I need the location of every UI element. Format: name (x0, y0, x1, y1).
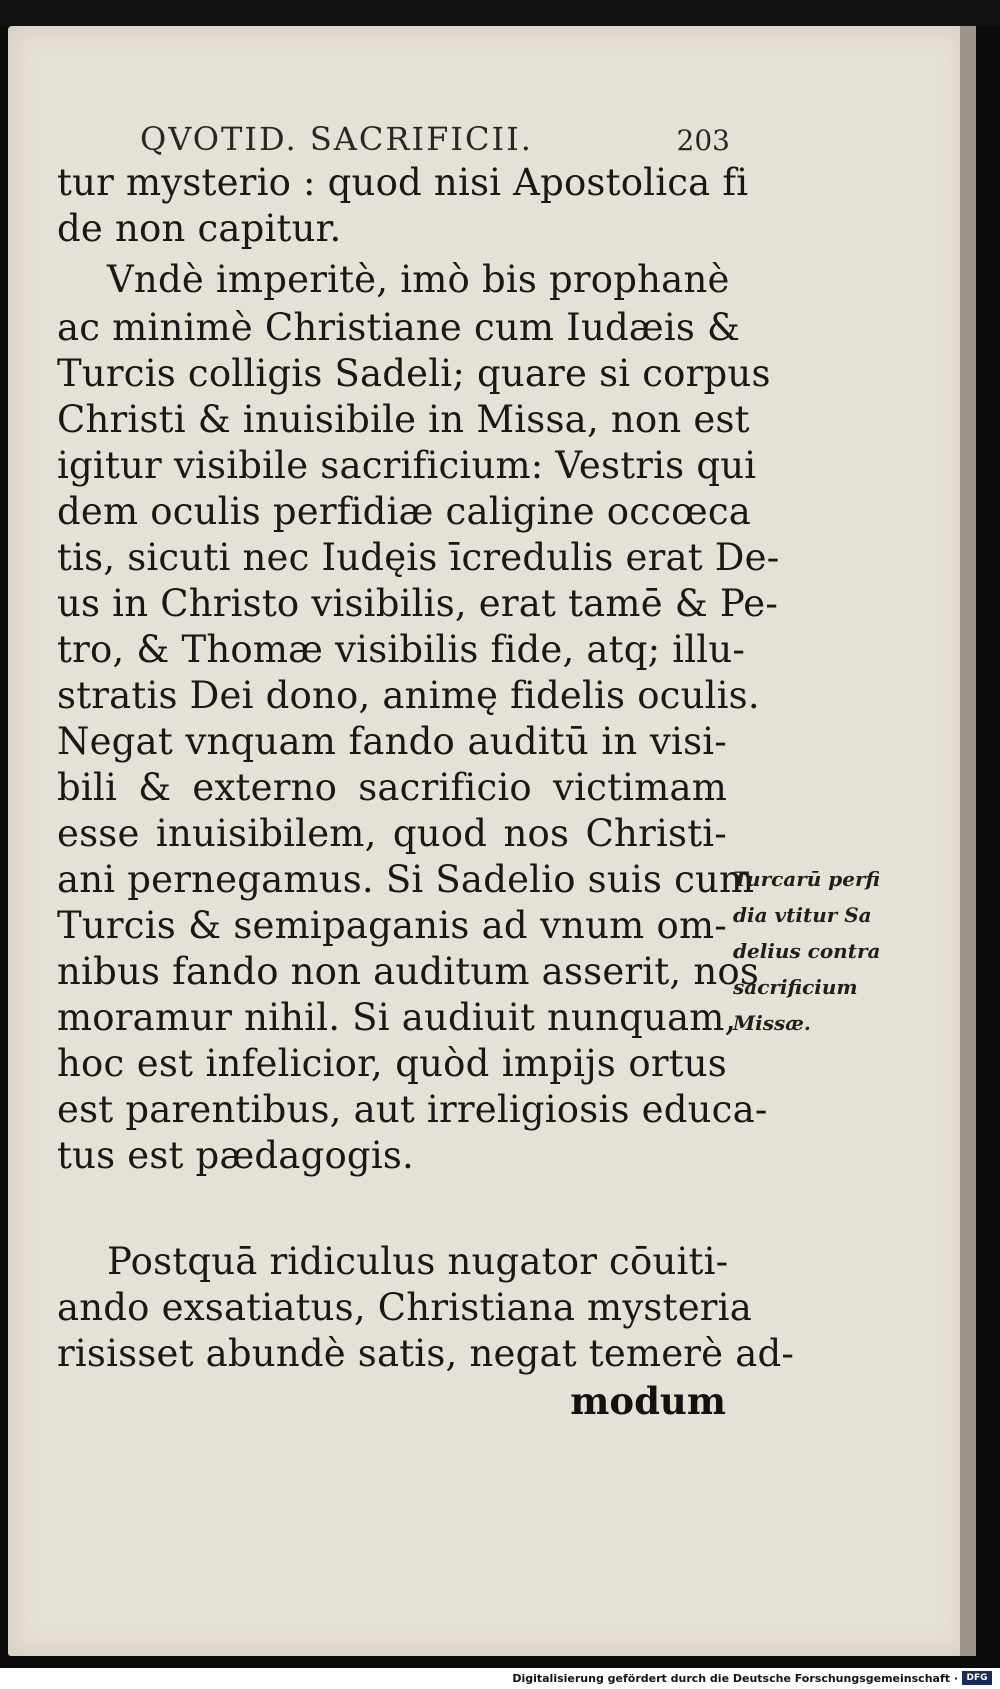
text-line: ani pernegamus. Si Sadelio suis cum (57, 858, 755, 901)
text-line: stratis Dei dono, animę fidelis oculis. (57, 674, 760, 717)
text-line: Negat vnquam fando auditū in visi- (57, 720, 727, 763)
text-line: Postquā ridiculus nugator cōuiti- (107, 1240, 729, 1283)
text-line: Turcis & semipaganis ad vnum om- (57, 904, 727, 947)
text-line: esse inuisibilem, quod nos Christi- (57, 812, 727, 855)
margin-note-line: dia vtitur Sa (733, 903, 872, 927)
text-line: tur mysterio : quod nisi Apostolica fi (57, 161, 749, 204)
text-line: ando exsatiatus, Christiana mysteria (57, 1286, 752, 1329)
margin-note-line: Missæ. (733, 1011, 811, 1035)
text-line: de non capitur. (57, 207, 342, 250)
text-line: Vndè imperitè, imò bis prophanè (107, 258, 730, 301)
page-edge (960, 26, 976, 1656)
text-line: tis, sicuti nec Iudęis īcredulis erat De- (57, 536, 780, 579)
text-line: nibus fando non auditum asserit, nos (57, 950, 760, 993)
text-line: hoc est infelicior, quòd impijs ortus (57, 1042, 727, 1085)
catchword: modum (570, 1379, 726, 1423)
text-line: us in Christo visibilis, erat tamē & Pe- (57, 582, 779, 625)
digitization-credit: Digitalisierung gefördert durch die Deutsche Forschungsgemeinschaft · (512, 1672, 958, 1685)
text-line: tus est pædagogis. (57, 1134, 414, 1177)
page-number: 203 (676, 124, 730, 157)
text-line: Christi & inuisibile in Missa, non est (57, 398, 750, 441)
dfg-logo: DFG (962, 1671, 992, 1685)
margin-note-line: sacrificium (733, 975, 858, 999)
text-line: bili & externo sacrificio victimam (57, 766, 727, 809)
margin-note-line: Turcarū perfi (733, 867, 881, 891)
text-line: igitur visibile sacrificium: Vestris qui (57, 444, 757, 487)
text-line: tro, & Thomæ visibilis fide, atq; illu- (57, 628, 746, 671)
running-title: QVOTID. SACRIFICII. (140, 120, 533, 158)
text-line: moramur nihil. Si audiuit nunquam, (57, 996, 737, 1039)
text-line: ac minimè Christiane cum Iudæis & (57, 306, 741, 349)
text-line: risisset abundè satis, negat temerè ad- (57, 1332, 795, 1375)
margin-note-line: delius contra (733, 939, 881, 963)
running-header (140, 120, 730, 158)
scan-top-border (0, 0, 1000, 26)
text-line: Turcis colligis Sadeli; quare si corpus (57, 352, 771, 395)
text-line: dem oculis perfidiæ caligine occœca (57, 490, 752, 533)
text-line: est parentibus, aut irreligiosis educa- (57, 1088, 768, 1131)
